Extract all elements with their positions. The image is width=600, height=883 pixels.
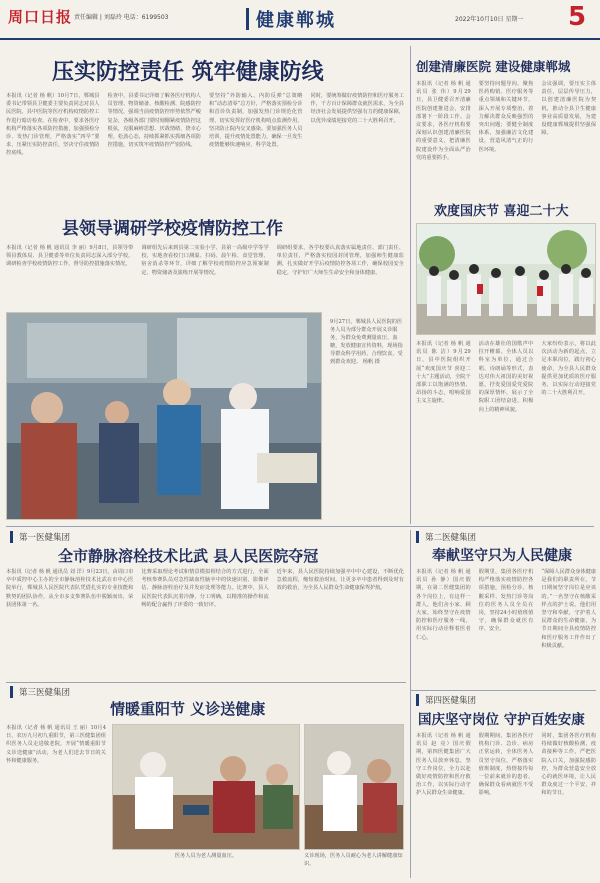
- editor-info: 责任编辑 | 刘磊玲 电话：6199503: [74, 14, 169, 21]
- inspection-paragraph: 调研组先后来到县第二实验小学、县第一高级中学等学校，实地查看校门口测温、扫码、晨午检、食堂管理、宿舍消杀等环节，详细了解学校疫情防控应急预案制定、物资储备及演练开展等情况。: [141, 245, 269, 276]
- group1-kicker: 第一医健集团: [10, 531, 70, 543]
- clinic-photo: [6, 312, 322, 520]
- inspection-headline: 县领导调研学校疫情防控工作: [62, 219, 283, 239]
- elder-photo-a-caption: 医务人员为老人测量血压。: [174, 853, 238, 859]
- lead-headline: 压实防控责任 筑牢健康防线: [52, 60, 324, 85]
- clean-hospital-paragraph: 要坚持问题导向，聚焦医药购销、医疗服务等重点领域和关键环节，深入开展专项整治，着力解决群众反映强烈的突出问题；要健全制度体系，加强廉洁文化建设，营造风清气正的行医环境。: [478, 81, 534, 153]
- holiday-paragraph: 本报讯（记者 杨 帆 通讯员 陈 洁）9月29日，县中医院组织开展“欢度国庆节 喜迎二十大”主题活动，全院干部职工以饱满的热情、昂扬的斗志，唱响爱国主义主旋律。: [416, 341, 471, 405]
- group3-body: [6, 724, 106, 876]
- group4-paragraph: 本报讯（记者 杨 帆 通讯员 赵 亮）国庆假期，第四医健集团广大医务人员放弃休息，坚守工作岗位，全力以赴做好疫情防控和医疗救治工作，以实际行动守护人民群众生命健康。: [416, 733, 471, 797]
- section-rule: [6, 682, 406, 683]
- group1-headline: 全市静脉溶栓技术比武 县人民医院夺冠: [58, 547, 319, 565]
- clean-hospital-paragraph: 会议强调，要压实主体责任，层层传导压力，以创建清廉医院为契机，推动全县卫生健康事业高质量发展，为建设健康郸城提供坚强保障。: [541, 81, 597, 137]
- holiday-headline: 欢度国庆节 喜迎二十大: [434, 204, 569, 219]
- lead-paragraph: 检查中，县委书记详细了解各医疗机构人员管理、物资储备、核酸检测、院感防控等情况，强调当前疫情防控形势依然严峻复杂，各级各部门要时刻绷紧疫情防控这根弦，克服麻痹思想、厌战情绪、侥幸心理、松劲心态，持续抓紧抓实抓细各项防控措施，切实筑牢疫情防控严密防线。: [107, 93, 201, 149]
- clean-hospital-paragraph: 本报讯（记者 杨 帆 通讯员 张 伟）9月29日，县卫健委召开清廉医院创建推进会，安排部署下一阶段工作。会议要求，各医疗机构要深刻认识创建清廉医院的重要意义，把清廉医院建设作为全面从严治党的重要抓手。: [416, 81, 471, 161]
- group4-paragraph: 假期期间，集团各医疗机构门诊、急诊、病房正常运转，全体医务人员坚守岗位，严格落实值班制度，热情接待每一位前来就诊的患者，确保群众看病就医不受影响。: [478, 733, 534, 797]
- clean-hospital-headline: 创建清廉医院 建设健康郸城: [416, 59, 571, 74]
- lead-body: [6, 92, 404, 210]
- inspection-paragraph: 调研组要求，各学校要认真落实属地责任、部门责任、单位责任，严格落实校园封闭管理，加强师生健康监测，扎实做好开学后疫情防控各项工作，确保校园安全稳定，守护好广大师生生命安全和身体健康。: [276, 245, 404, 276]
- lead-paragraph: 同时，要统筹做好疫情防控和医疗服务工作，千方百计保障群众就医需求，为全县经济社会发展提供坚强有力的健康保障，以优异成绩迎接党的二十大胜利召开。: [310, 93, 404, 124]
- elder-photo-a: [112, 724, 300, 850]
- group4-kicker: 第四医健集团: [416, 694, 476, 706]
- lead-paragraph: 要坚持“外防输入、内防反弹”总策略和“动态清零”总方针，严格落实预检分诊和首诊负责制，加强发热门诊规范化管理，切实发挥好医疗机构哨点监测作用，坚决防止院内交叉感染。要加强医务人员培训，提升疫情处置能力，确保一旦发生疫情能够快速响应、科学处置。: [209, 93, 303, 149]
- group2-paragraph: 假期里，集团各医疗机构严格落实疫情防控各项措施，预检分诊、核酸采样、发热门诊等岗位的医务人员全员在岗，坚持24小时值班值守，确保群众就医有序、安全。: [478, 569, 534, 633]
- holiday-paragraph: 大家纷纷表示，将以此次活动为新的起点，立足本职岗位，践行初心使命，为全县人民群众提供更加优质的医疗服务，以实际行动迎接党的二十大胜利召开。: [541, 341, 597, 397]
- group2-headline: 奉献坚守只为人民健康: [432, 548, 572, 564]
- section-rule: [6, 526, 594, 527]
- group4-headline: 国庆坚守岗位 守护百姓安康: [418, 712, 585, 728]
- elder-photo-b-caption: 义诊现场，医务人员耐心为老人讲解健康知识。: [304, 853, 403, 867]
- clinic-photo-caption: 9月27日，郸城县人民医院的医务人员为部分群众开展义诊服务，为群众免费测量血压、血糖，发放健康宣传资料，现场指导群众科学用药、合理饮食，受到群众欢迎。 杨帆 摄: [330, 319, 403, 365]
- issue-date: 2022年10月10日 星期一: [455, 16, 524, 23]
- group4-paragraph: 同时，集团各医疗机构持续做好核酸检测、疫苗接种等工作，严把医院入口关，加强院感防控，为群众营造安全放心的就医环境，让人民群众度过一个平安、祥和的节日。: [541, 733, 597, 797]
- section-rule: [410, 690, 596, 691]
- inspection-paragraph: 本报讯（记者 杨 帆 通讯员 李 丽）9月8日，县领导带领县教体局、县卫健委等单位负责同志深入部分学校，调研检查学校疫情防控工作，督导防控措施落实情况。: [6, 245, 134, 268]
- group1-paragraph: 本报讯（记者 杨 帆 通讯员 刘 洋）9月23日，由周口市卒中质控中心主办的全市静脉溶栓技术比武在市中心医院举行，郸城县人民医院代表队凭借扎实的专业技能和默契的团队协作，从全市多支参赛队伍中脱颖而出，荣获团体第一名。: [6, 569, 134, 608]
- group3-paragraph: 本报讯（记者 杨 帆 通讯员 王 丽）10月4日，农历九月初九重阳节，第三医健集团组织医务人员走进敬老院，开展“情暖重阳节 义诊送健康”活动，为老人们送去节日的关怀和健康服务。: [6, 725, 106, 764]
- column-divider: [410, 530, 411, 690]
- group2-paragraph: “保障人民群众身体健康是我们的职责所在，节日期间坚守岗位是应该的。”一名坚守在核酸采样点的护士说。他们用坚守和奉献，守护着人民群众的生命健康，为节日期间全县疫情防控和医疗服务工作作出了积极贡献。: [541, 569, 597, 649]
- holiday-paragraph: 活动在雄壮的国歌声中拉开帷幕。全体人员以科室为单位，通过合唱、诗朗诵等形式，表达对伟大祖国的美好祝愿，抒发爱国爱党爱院的深厚情怀，展示了全院职工团结奋进、积极向上的精神风貌。: [478, 341, 534, 413]
- group3-headline: 情暖重阳节 义诊送健康: [110, 700, 266, 718]
- holiday-photo: [416, 223, 596, 335]
- column-divider: [410, 46, 411, 524]
- group1-body: [6, 568, 404, 668]
- group3-kicker: 第三医健集团: [10, 686, 70, 698]
- lead-paragraph: 本报讯（记者 杨 帆）10月7日，郸城县委书记带领县卫健委主要负责同志对县人民医院、县中医院等医疗机构疫情防控工作进行暗访检查。在检查中，要求各医疗机构严格落实各项防控措施，加强预检分诊、发热门诊管理，严格落实“四早”要求，压紧压实防控责任，坚决守住疫情防控底线。: [6, 93, 100, 157]
- page-number: 5: [567, 2, 587, 32]
- group1-paragraph: 比赛采取理论考试和情景模拟相结合的方式进行，全面考核参赛队员对急性缺血性脑卒中的快速识别、影像评估、静脉溶栓治疗及并发症处理等能力。比赛中，县人民医院代表队沉着冷静，分工明确，以精准的操作和流畅的配合赢得了评委的一致好评。: [141, 569, 269, 608]
- group2-kicker: 第二医健集团: [416, 531, 476, 543]
- group2-body: [416, 568, 596, 690]
- column-divider: [410, 690, 411, 878]
- masthead: [0, 0, 600, 40]
- newspaper-logo: 周口日报: [8, 8, 73, 26]
- elder-photo-b: [304, 724, 404, 850]
- clinic-photo-image: [7, 313, 322, 520]
- group2-paragraph: 本报讯（记者 杨 帆 通讯员 孙 静）国庆假期，在第二医健集团的各个岗位上，有这样一群人，他们舍小家、顾大家，始终坚守在疫情防控和医疗服务一线，用实际行动诠释着医者仁心。: [416, 569, 471, 641]
- section-title: 健康郸城: [256, 10, 336, 31]
- holiday-photo-image: [417, 224, 596, 335]
- inspection-body: [6, 244, 404, 308]
- holiday-body: [416, 340, 596, 520]
- group4-body: [416, 732, 596, 876]
- section-accent-bar: [246, 8, 249, 30]
- elder-photo-b-image: [305, 725, 404, 850]
- group1-paragraph: 近年来，县人民医院持续加强卒中中心建设，不断优化急救流程，缩短救治时间，让更多卒中患者得到及时有效的救治，为全县人民群众生命健康保驾护航。: [276, 569, 404, 592]
- elder-photo-a-image: [113, 725, 300, 850]
